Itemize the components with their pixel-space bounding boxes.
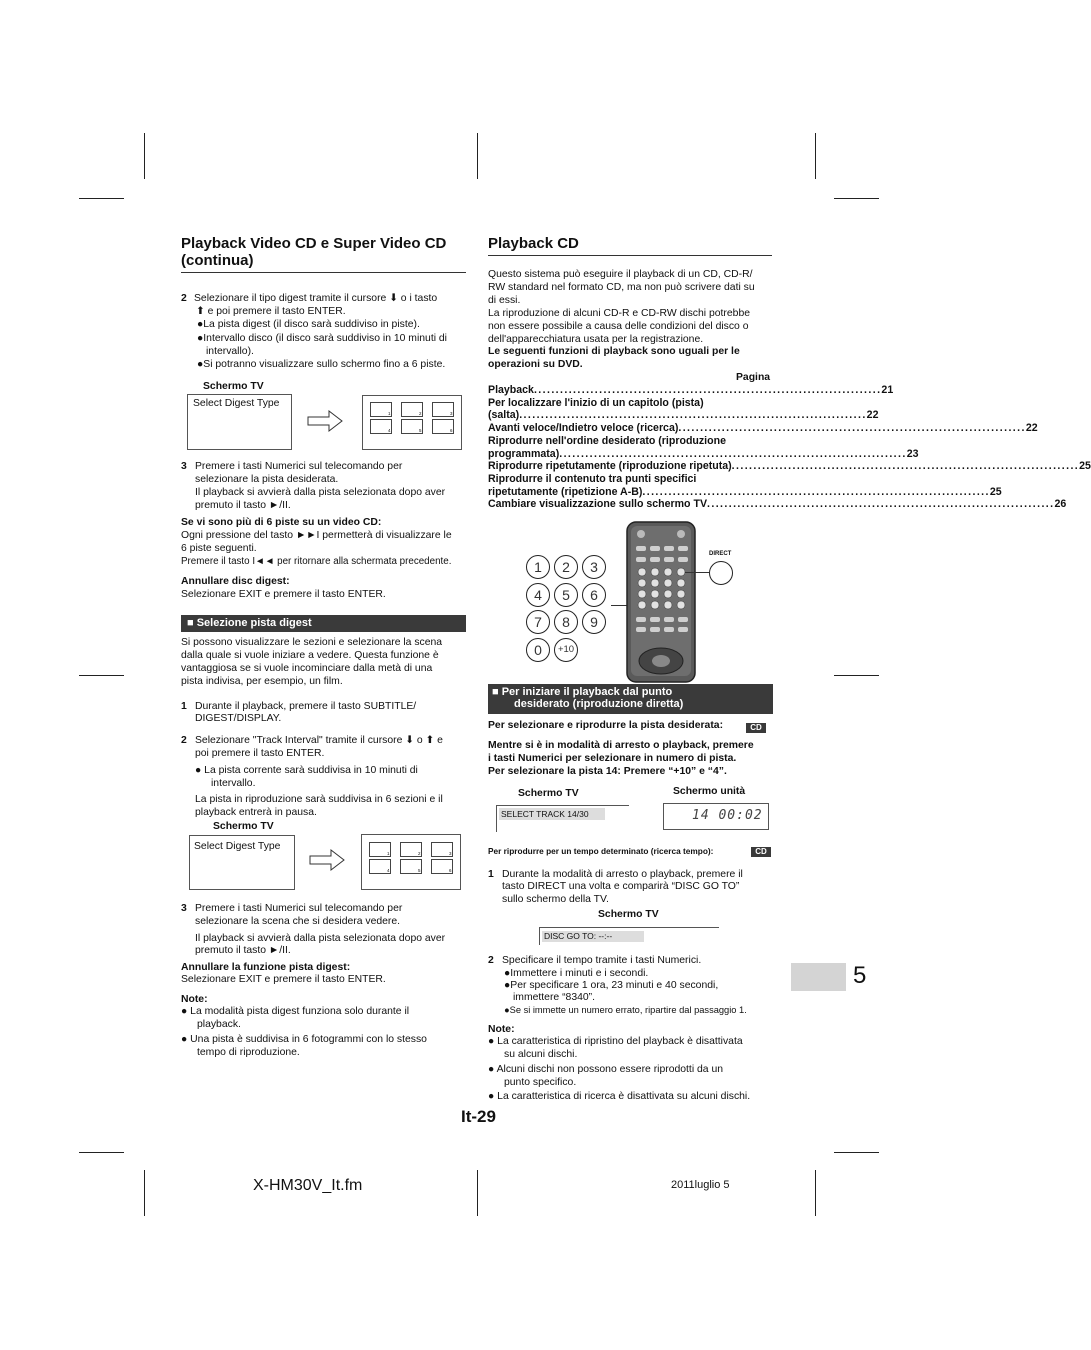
body-text: Selezionare EXIT e premere il tasto ENTER. — [181, 589, 386, 600]
subheading: Per riprodurre per un tempo determinato (ricerca tempo): — [488, 846, 714, 856]
remote-control-illustration — [626, 521, 696, 676]
body-text: dell'apparecchiatura usata per la registrazione. — [488, 334, 704, 345]
toc-row — [488, 498, 1067, 511]
step-number: 1 — [181, 701, 187, 712]
footer-filename: X-HM30V_It.fm — [253, 1177, 363, 1194]
bullet-text: immettere “8340”. — [513, 992, 595, 1003]
body-text: La pista in riproduzione sarà suddivisa in 6 sezioni e il — [195, 794, 443, 805]
step-text: Selezionare "Track Interval" tramite il cursore ⬇ o ⬆ e — [195, 735, 443, 746]
digest-thumbnail-grid — [362, 395, 462, 450]
direct-label: DIRECT — [709, 551, 732, 557]
bullet-text: ●Per specificare 1 ora, 23 minuti e 40 secondi, — [504, 980, 719, 991]
toc-row — [488, 485, 1002, 499]
digest-thumbnail: 2 — [400, 842, 422, 857]
number-key-9: 9 — [582, 610, 606, 634]
note-text: playback. — [197, 1019, 241, 1030]
tv-screen-text: Select Digest Type — [194, 841, 281, 852]
toc-label: (salta) — [488, 409, 520, 422]
note-text: ● Una pista è suddivisa in 6 fotogrammi con lo stesso — [181, 1034, 427, 1045]
bullet-text: ● La pista corrente sarà suddivisa in 10 minuti di — [195, 765, 418, 776]
section-title: Playback CD — [488, 235, 579, 252]
number-key-6: 6 — [582, 583, 606, 607]
digest-thumbnail-grid — [361, 834, 461, 890]
step-text: poi premere il tasto ENTER. — [195, 748, 325, 759]
step-text: selezionare la scena che si desidera vedere. — [195, 916, 401, 927]
digest-thumbnail: 5 — [401, 419, 423, 434]
screen-caption: Schermo TV — [518, 788, 579, 799]
body-text: 6 piste seguenti. — [181, 543, 257, 554]
step-text: Durante il playback, premere il tasto SUBTITLE/ — [195, 701, 417, 712]
tv-screen — [187, 394, 292, 450]
crop-mark — [834, 198, 879, 199]
body-text: RW standard nel formato CD, ma non può scrivere dati su — [488, 282, 755, 293]
toc-leader-dots: ................................................................................ — [731, 460, 1080, 473]
crop-mark — [144, 133, 145, 179]
step-text: DIGEST/DISPLAY. — [195, 713, 282, 724]
body-text-bold: i tasti Numerici per selezionare in numero di pista. — [488, 753, 737, 764]
crop-mark — [79, 198, 124, 199]
digest-thumbnail: 6 — [431, 859, 453, 874]
toc-leader-dots: ................................................................................ — [678, 422, 1026, 435]
bullet-text: intervallo). — [206, 346, 254, 357]
toc-row — [488, 422, 1038, 435]
digest-thumbnail: 4 — [369, 859, 391, 874]
toc-page-number: 25 — [1079, 460, 1091, 473]
toc-page-number: 21 — [881, 384, 894, 396]
digest-thumbnail: 1 — [369, 842, 391, 857]
step-text: Selezionare il tipo digest tramite il cursore ⬇ o i tasto — [194, 293, 438, 304]
toc-label: Playback — [488, 384, 534, 396]
screen-caption: Schermo unità — [673, 786, 746, 797]
body-text: Questo sistema può eseguire il playback di un CD, CD-R/ — [488, 269, 753, 280]
digest-thumbnail: 4 — [370, 419, 392, 434]
toc-label: ripetutamente (ripetizione A-B) — [488, 485, 643, 498]
toc-page-number: 22 — [1025, 422, 1038, 435]
step-number: 2 — [181, 735, 187, 746]
step-text: Specificare il tempo tramite i tasti Numerici. — [502, 955, 702, 966]
number-key-0: 0 — [526, 638, 550, 662]
note-heading: Note: — [181, 994, 208, 1005]
note-text: ● La caratteristica di ripristino del playback è disattivata — [488, 1036, 743, 1047]
digest-thumbnail: 5 — [400, 859, 422, 874]
toc-label: Cambiare visualizzazione sullo schermo TV — [488, 498, 708, 511]
step-text: Il playback si avvierà dalla pista selezionata dopo aver — [195, 487, 446, 498]
toc-leader-dots: ................................................................................ — [642, 485, 990, 498]
step-number: 3 — [181, 461, 187, 472]
toc-row — [488, 447, 919, 461]
toc-leader-dots: ................................................................................ — [533, 384, 882, 396]
note-text: su alcuni dischi. — [504, 1049, 578, 1060]
body-text: Si possono visualizzare le sezioni e selezionare la scena — [181, 637, 443, 648]
body-text-bold: Per selezionare la pista 14: Premere “+10” e “4”. — [488, 766, 727, 777]
table-of-contents — [488, 384, 1091, 511]
body-text: playback entrerà in pausa. — [195, 807, 317, 818]
step-number: 2 — [488, 955, 494, 966]
toc-label: Riprodurre ripetutamente (riproduzione ripetuta) — [488, 460, 732, 473]
tv-screen-text: SELECT TRACK 14/30 — [499, 808, 605, 820]
crop-mark — [79, 675, 124, 676]
step-number: 2 — [181, 293, 187, 304]
toc-row — [488, 384, 894, 397]
tv-screen-text: Select Digest Type — [193, 398, 280, 409]
step-text: Premere i tasti Numerici sul telecomando per — [195, 903, 403, 914]
body-text: vantaggiosa se si vuole incominciare dalla metà di una — [181, 663, 433, 674]
number-key-4: 4 — [526, 583, 550, 607]
arrow-right-icon — [307, 410, 343, 432]
toc-page-number: 22 — [866, 409, 879, 422]
crop-mark — [815, 133, 816, 179]
cd-badge: CD — [751, 847, 771, 857]
step-number: 3 — [181, 903, 187, 914]
tv-screen — [189, 835, 295, 890]
screen-caption: Schermo TV — [598, 909, 659, 920]
toc-row — [488, 460, 1091, 473]
body-text-bold: operazioni su DVD. — [488, 359, 583, 370]
number-key-8: 8 — [554, 610, 578, 634]
subheading: Se vi sono più di 6 piste su un video CD: — [181, 517, 382, 528]
step-text: premuto il tasto ►/II. — [195, 500, 291, 511]
number-key-5: 5 — [554, 583, 578, 607]
leader-line — [685, 572, 709, 573]
number-key-plus10: +10 — [554, 638, 578, 662]
step-text: tasto DIRECT una volta e comparirà “DISC GO TO” — [502, 881, 740, 892]
toc-page-number: 25 — [989, 485, 1002, 498]
digest-thumbnail: 3 — [432, 402, 454, 417]
crop-mark — [144, 1170, 145, 1216]
toc-page-number: 26 — [1054, 498, 1067, 511]
body-text: Ogni pressione del tasto ►►I permetterà di visualizzare le — [181, 530, 452, 541]
body-text: dalla quale si vuole iniziare a vedere. Questa funzione è — [181, 650, 439, 661]
unit-display — [663, 803, 769, 830]
bullet-text: ●La pista digest (il disco sarà suddiviso in piste). — [197, 319, 420, 330]
step-text: premuto il tasto ►/II. — [195, 945, 291, 956]
bullet-text: ●Intervallo disco (il disco sarà suddiviso in 10 minuti di — [197, 333, 447, 344]
subheading: Annullare disc digest: — [181, 576, 290, 587]
section-header-bar — [488, 684, 773, 714]
screen-caption: Schermo TV — [213, 821, 274, 832]
unit-display-text: 14 00:02 — [692, 808, 763, 823]
step-text: ⬆ e poi premere il tasto ENTER. — [196, 306, 346, 317]
toc-row — [488, 409, 879, 422]
tv-screen-text: DISC GO TO: --:-- — [542, 931, 644, 942]
toc-row — [488, 473, 772, 486]
digest-thumbnail: 2 — [401, 402, 423, 417]
body-text: di essi. — [488, 295, 521, 306]
body-text: Premere il tasto I◄◄ per ritornare alla schermata precedente. — [181, 556, 452, 567]
toc-label: Riprodurre il contenuto tra punti specifici — [488, 472, 697, 485]
body-text-bold: Mentre si è in modalità di arresto o playback, premere — [488, 740, 754, 751]
number-key-2: 2 — [554, 555, 578, 579]
chapter-number: 5 — [853, 962, 867, 989]
note-text: ● Alcuni dischi non possono essere riprodotti da un — [488, 1064, 724, 1075]
toc-label: Riprodurre nell'ordine desiderato (riproduzione — [488, 434, 726, 447]
page-number: It-29 — [461, 1107, 496, 1126]
digest-thumbnail: 1 — [370, 402, 392, 417]
page-title-continued: (continua) — [181, 252, 254, 269]
step-text: Il playback si avvierà dalla pista selezionata dopo aver — [195, 933, 446, 944]
section-header-line: desiderato (riproduzione diretta) — [514, 698, 684, 710]
tv-screen — [539, 927, 719, 945]
note-text: tempo di riproduzione. — [197, 1047, 300, 1058]
body-text: La riproduzione di alcuni CD-R e CD-RW dischi potrebbe — [488, 308, 750, 319]
body-text: pista indivisa, per esempio, un film. — [181, 676, 343, 687]
direct-button-callout — [709, 561, 733, 585]
number-key-3: 3 — [582, 555, 606, 579]
toc-row — [488, 397, 772, 410]
footer-date: 2011luglio 5 — [671, 1179, 730, 1191]
toc-label: programmata) — [488, 447, 560, 460]
note-heading: Note: — [488, 1024, 515, 1035]
crop-mark — [834, 1152, 879, 1153]
toc-leader-dots: ................................................................................ — [707, 498, 1055, 511]
toc-label: Per localizzare l'inizio di un capitolo (pista) — [488, 396, 704, 409]
toc-page-number: 23 — [906, 447, 919, 460]
divider — [488, 255, 772, 256]
page-title: Playback Video CD e Super Video CD — [181, 235, 447, 252]
note-text: ● La caratteristica di ricerca è disattivata su alcuni dischi. — [488, 1091, 751, 1102]
subheading: Per selezionare e riprodurre la pista desiderata: — [488, 720, 724, 731]
toc-leader-dots: ................................................................................ — [559, 447, 907, 460]
toc-label: Avanti veloce/Indietro veloce (ricerca) — [488, 422, 679, 435]
crop-mark — [815, 1170, 816, 1216]
note-text: ● La modalità pista digest funziona solo durante il — [181, 1006, 410, 1017]
body-text: non essere possibile a causa delle condizioni del disco o — [488, 321, 749, 332]
number-key-1: 1 — [526, 555, 550, 579]
note-text: punto specifico. — [504, 1077, 577, 1088]
bullet-text: ●Se si immette un numero errato, ripartire dal passaggio 1. — [504, 1005, 747, 1015]
toc-row — [488, 435, 772, 448]
subheading: Annullare la funzione pista digest: — [181, 962, 351, 973]
chapter-tab — [791, 963, 846, 991]
bullet-text: ●Si potranno visualizzare sullo schermo fino a 6 piste. — [197, 359, 446, 370]
digest-thumbnail: 3 — [431, 842, 453, 857]
crop-mark — [79, 1152, 124, 1153]
step-text: Durante la modalità di arresto o playback, premere il — [502, 869, 743, 880]
divider — [181, 272, 466, 273]
digest-thumbnail: 6 — [432, 419, 454, 434]
step-text: sullo schermo della TV. — [502, 894, 609, 905]
section-header-line: ■ Per iniziare il playback dal punto — [492, 686, 673, 698]
screen-caption: Schermo TV — [203, 381, 264, 392]
body-text-bold: Le seguenti funzioni di playback sono uguali per le — [488, 346, 740, 357]
bullet-text: ●Immettere i minuti e i secondi. — [504, 968, 649, 979]
step-text: selezionare la pista desiderata. — [195, 474, 339, 485]
body-text: Selezionare EXIT e premere il tasto ENTER. — [181, 974, 386, 985]
toc-page-header: Pagina — [736, 372, 771, 383]
arrow-right-icon — [309, 849, 345, 871]
crop-mark — [477, 133, 478, 179]
step-number: 1 — [488, 869, 494, 880]
crop-mark — [834, 675, 879, 676]
number-key-7: 7 — [526, 610, 550, 634]
crop-mark — [477, 1170, 478, 1216]
cd-badge: CD — [746, 723, 766, 733]
tv-screen — [496, 805, 629, 832]
section-header-bar: ■ Selezione pista digest — [181, 615, 466, 632]
step-text: Premere i tasti Numerici sul telecomando per — [195, 461, 403, 472]
bullet-text: intervallo. — [211, 778, 256, 789]
toc-leader-dots: ................................................................................ — [519, 409, 867, 422]
